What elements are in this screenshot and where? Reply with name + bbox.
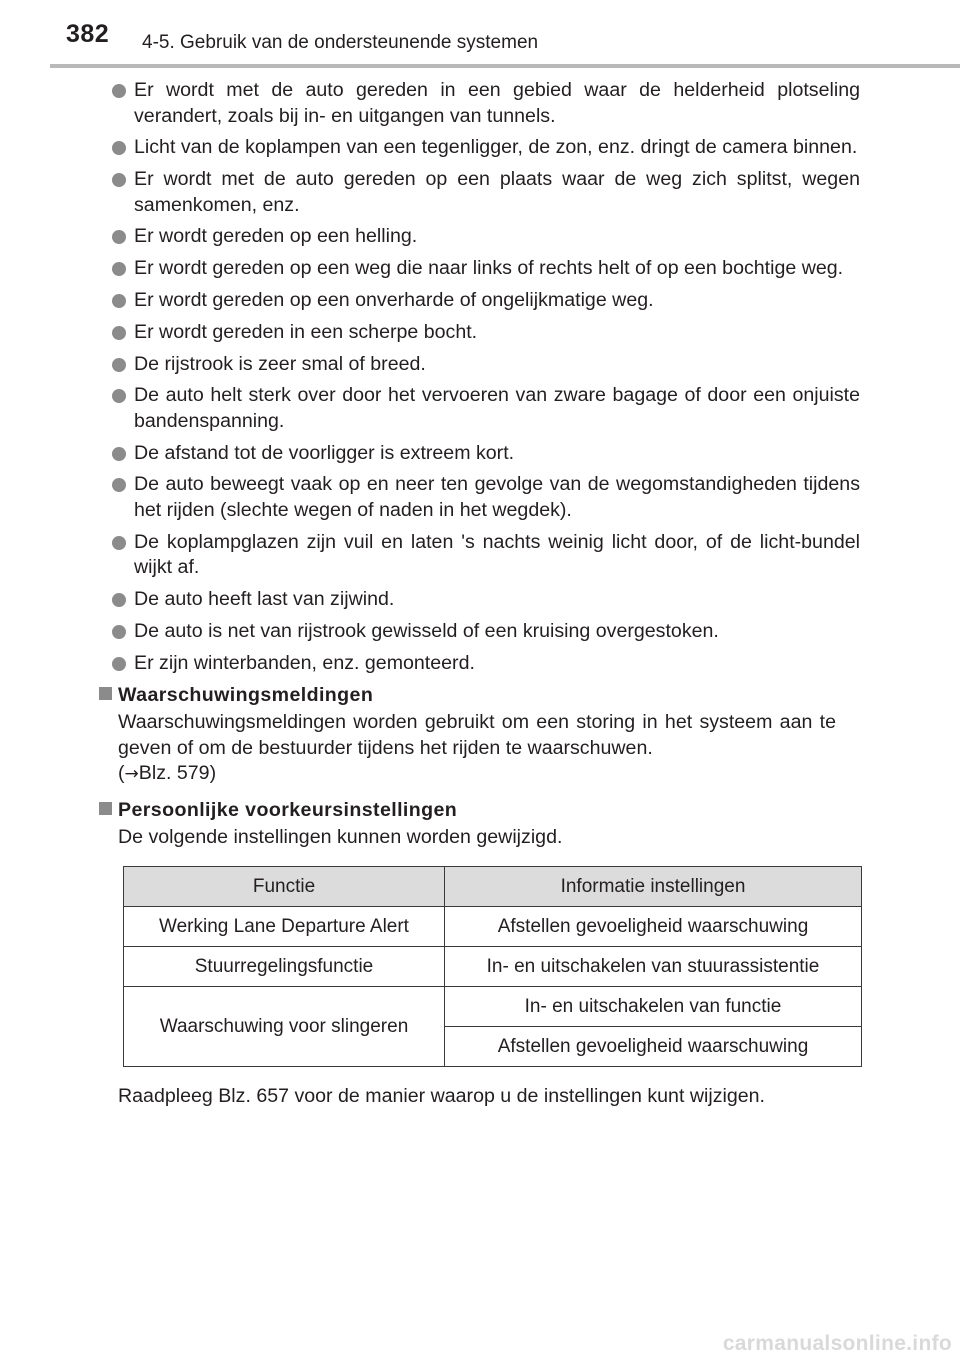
warnings-heading: Waarschuwingsmeldingen: [118, 684, 374, 707]
list-item: [134, 320, 860, 346]
list-item: [134, 441, 860, 467]
watermark: carmanualsonline.info: [722, 1332, 952, 1355]
list-item: [134, 288, 860, 314]
list-item-text: De auto heeft last van zijwind.: [134, 588, 395, 611]
reference-arrow-icon: →: [124, 764, 139, 785]
list-item-text: Er wordt gereden in een scherpe bocht.: [134, 320, 478, 343]
round-bullet-icon: [112, 141, 126, 155]
preferences-heading: Persoonlijke voorkeursinstellingen: [118, 798, 458, 821]
page-header: [0, 0, 960, 70]
list-item: [134, 224, 860, 250]
table-cell-setting: Afstellen gevoeligheid waarschuwing: [445, 907, 862, 947]
list-item-text: De auto is net van rijstrook gewisseld of een kruising overgestoken.: [134, 619, 719, 642]
table-cell-function: Werking Lane Departure Alert: [124, 907, 445, 947]
section-title: 4-5. Gebruik van de ondersteunende systemen: [142, 32, 539, 53]
table-cell-setting: Afstellen gevoeligheid waarschuwing: [445, 1027, 862, 1067]
reference-text: Blz. 579): [138, 762, 217, 785]
list-item: [134, 651, 860, 677]
warnings-body: [118, 710, 836, 788]
round-bullet-icon: [112, 262, 126, 276]
round-bullet-icon: [112, 326, 126, 340]
round-bullet-icon: [112, 447, 126, 461]
warnings-text: Waarschuwingsmeldingen worden gebruikt om een storing in het systeem aan te geven of om de bestuurder tijdens het rijden te waarschuwen.: [118, 711, 836, 759]
list-item-text: De auto beweegt vaak op en neer ten gevolge van de wegomstandigheden tijdens het rijden (slechte wegen of naden in het wegdek).: [134, 473, 860, 521]
page-reference[interactable]: [118, 762, 216, 784]
table-header-settings: Informatie instellingen: [445, 867, 862, 907]
list-item-text: Er zijn winterbanden, enz. gemonteerd.: [134, 651, 475, 674]
table-header-function: Functie: [124, 867, 445, 907]
table-cell-setting: In- en uitschakelen van functie: [445, 987, 862, 1027]
list-item-text: De koplampglazen zijn vuil en laten 's nachts weinig licht door, of de licht-bundel wijkt af.: [134, 530, 860, 579]
list-item-text: De rijstrook is zeer smal of breed.: [134, 352, 426, 375]
list-item-text: Er wordt gereden op een onverharde of ongelijkmatige weg.: [134, 288, 654, 311]
header-divider: [50, 64, 960, 68]
round-bullet-icon: [112, 536, 126, 550]
list-item: [134, 135, 860, 161]
list-item: [134, 256, 860, 282]
preferences-intro: De volgende instellingen kunnen worden gewijzigd.: [118, 825, 563, 848]
list-item-text: Er wordt gereden op een helling.: [134, 225, 418, 248]
list-item: [134, 383, 860, 434]
list-item: [134, 167, 860, 218]
reference-open: (: [118, 762, 125, 785]
list-item: [134, 352, 860, 378]
list-item-text: Er wordt gereden op een weg die naar links of rechts helt of op een bochtige weg.: [134, 257, 844, 280]
table-cell-function: Waarschuwing voor slingeren: [124, 987, 445, 1067]
table-row: [124, 987, 862, 1027]
settings-footnote: Raadpleeg Blz. 657 voor de manier waarop u de instellingen kunt wijzigen.: [118, 1085, 765, 1108]
list-item-text: De afstand tot de voorligger is extreem kort.: [134, 441, 515, 464]
table-cell-setting: In- en uitschakelen van stuurassistentie: [445, 947, 862, 987]
round-bullet-icon: [112, 625, 126, 639]
round-bullet-icon: [112, 84, 126, 98]
round-bullet-icon: [112, 294, 126, 308]
round-bullet-icon: [112, 389, 126, 403]
round-bullet-icon: [112, 173, 126, 187]
round-bullet-icon: [112, 230, 126, 244]
list-item: [134, 619, 860, 645]
round-bullet-icon: [112, 478, 126, 492]
list-item: [134, 587, 860, 613]
list-item-text: De auto helt sterk over door het vervoeren van zware bagage of door een onjuiste bandenspanning.: [134, 384, 860, 432]
list-item: [134, 472, 860, 523]
warnings-section: [118, 682, 860, 788]
square-bullet-icon: [99, 802, 112, 815]
round-bullet-icon: [112, 593, 126, 607]
page-number: 382: [66, 20, 110, 48]
square-bullet-icon: [99, 687, 112, 700]
list-item-text: Er wordt met de auto gereden in een gebied waar de helderheid plotseling verandert, zoals bij in- en uitgangen van tunnels.: [134, 79, 860, 127]
condition-list: [0, 78, 960, 676]
preferences-section: [118, 797, 860, 851]
page-content: [0, 78, 960, 1109]
list-item: [134, 530, 860, 581]
table-row: [124, 947, 862, 987]
table-header-row: [124, 867, 862, 907]
table-row: [124, 907, 862, 947]
list-item: [134, 78, 860, 129]
round-bullet-icon: [112, 358, 126, 372]
list-item-text: Er wordt met de auto gereden op een plaats waar de weg zich splitst, wegen samenkomen, enz.: [134, 168, 860, 216]
list-item-text: Licht van de koplampen van een tegenligger, de zon, enz. dringt de camera binnen.: [134, 136, 858, 159]
table-cell-function: Stuurregelingsfunctie: [124, 947, 445, 987]
round-bullet-icon: [112, 657, 126, 671]
settings-table: [123, 866, 862, 1067]
